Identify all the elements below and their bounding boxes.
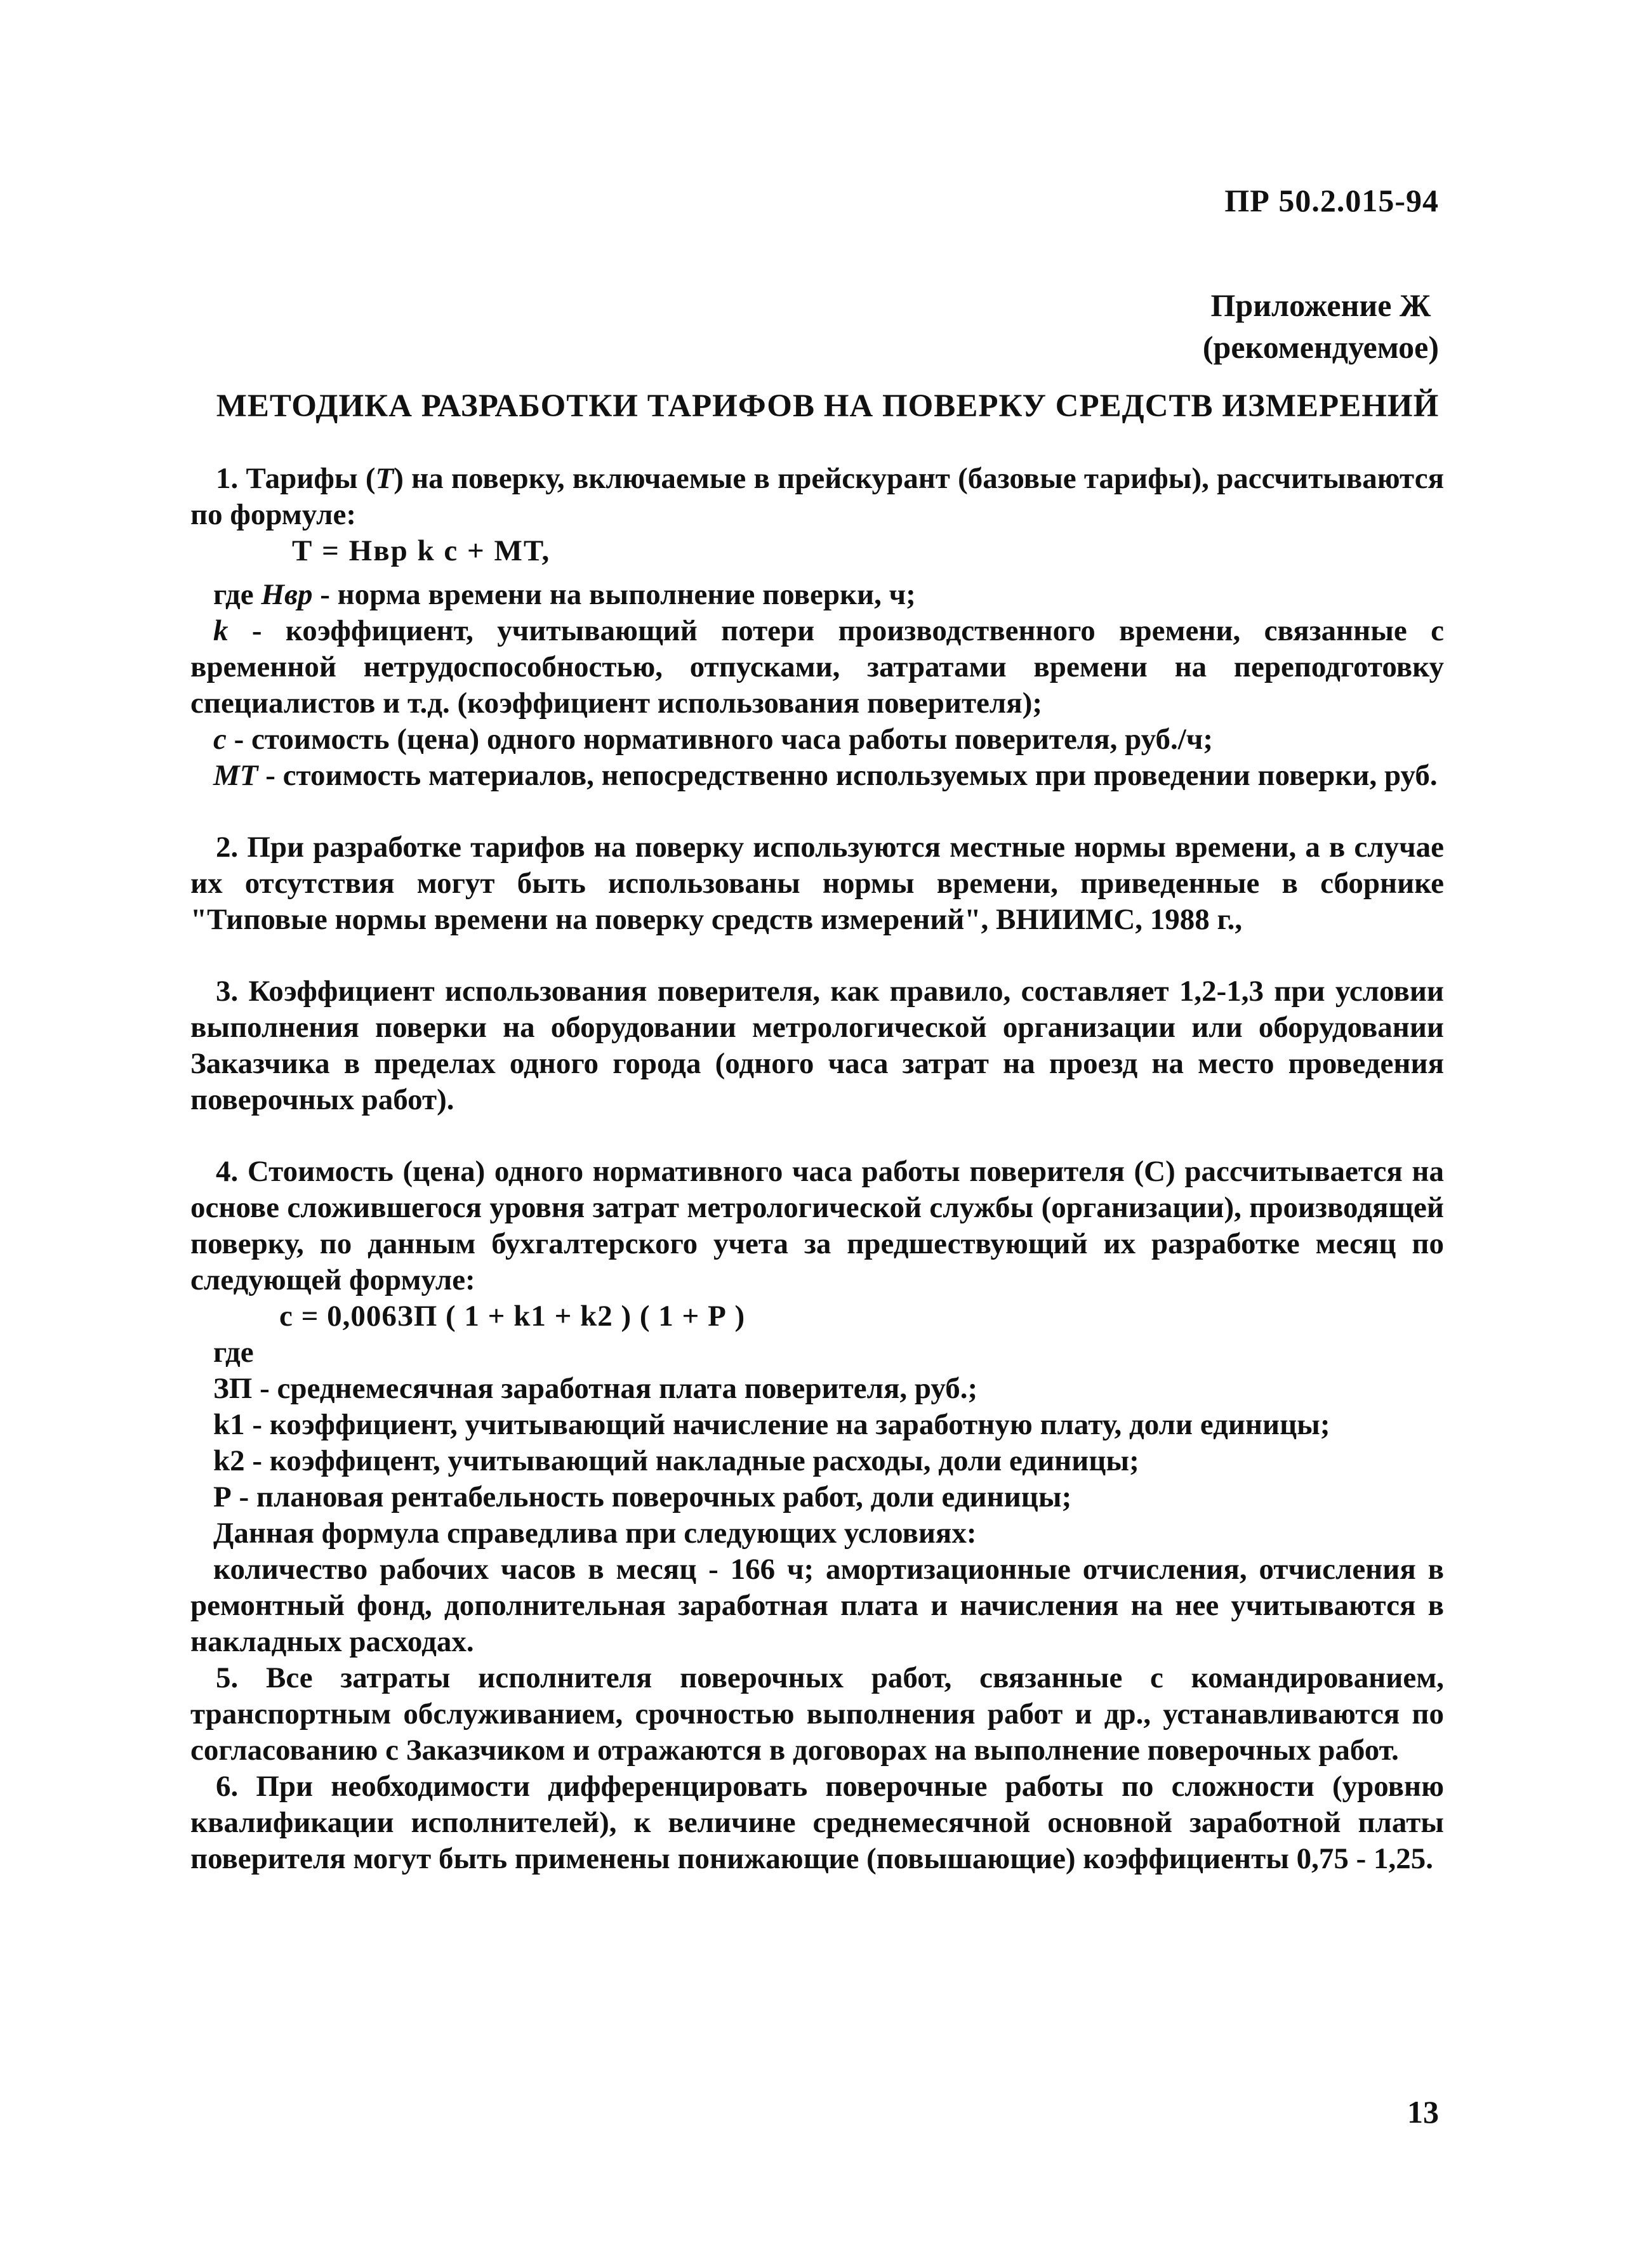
annex-block — [1203, 284, 1439, 368]
definition-p: Р - плановая рентабельность поверочных работ, доли единицы; — [213, 1480, 1072, 1513]
definition-2-variable: k — [213, 614, 228, 647]
paragraph-3: 3. Коэффициент использования поверителя, как правило, составляет 1,2-1,3 при условии выполнения поверки на оборудовании метрологической организации или оборудовании Заказчика в пределах одного города (одного часа затрат на проезд на место проведения поверочных работ). — [190, 975, 1444, 1116]
definition-3-variable: с — [213, 723, 227, 756]
paragraph-4: 4. Стоимость (цена) одного нормативного часа работы поверителя (С) рассчитывается на основе сложившегося уровня затрат метрологической службы (организации), производящей поверку, по данным бухгалтерского учета за предшествующий их разработке месяц по следующей формуле: — [190, 1155, 1444, 1296]
conditions-text: количество рабочих часов в месяц - 166 ч; амортизационные отчисления, отчисления в ремонтный фонд, дополнительная заработная плата и начисления на нее учитываются в накладных расходах. — [190, 1553, 1444, 1658]
conditions-intro: Данная формула справедлива при следующих условиях: — [213, 1517, 977, 1550]
definition-4-text: - стоимость материалов, непосредственно используемых при проведении поверки, руб. — [258, 759, 1438, 792]
definition-k1: k1 - коэффициент, учитывающий начисление на заработную плату, доли единицы; — [213, 1408, 1330, 1441]
definition-3 — [190, 722, 1444, 758]
cost-formula: с = 0,006ЗП ( 1 + k1 + k2 ) ( 1 + Р ) — [279, 1300, 746, 1333]
paragraph-2: 2. При разработке тарифов на поверку используются местные нормы времени, а в случае их отсутствия могут быть использованы нормы времени, приведенные в сборнике "Типовые нормы времени на поверку средств измерений", ВНИИМС, 1988 г., — [190, 831, 1444, 936]
definition-2 — [190, 613, 1444, 722]
definition-2-text: - коэффициент, учитывающий потери производственного времени, связанные с временной нетрудоспособностью, отпусками, затратами времени на переподготовку специалистов и т.д. (коэффициент использования поверителя); — [190, 614, 1444, 720]
definition-1-text: - норма времени на выполнение поверки, ч; — [312, 578, 916, 611]
paragraph-1-text-b: ) на поверку, включаемые в прейскурант (базовые тарифы), рассчитываются по формуле: — [190, 462, 1444, 531]
document-code: ПР 50.2.015-94 — [1224, 183, 1439, 218]
definition-1 — [190, 577, 1444, 613]
tariff-variable: Т — [375, 462, 394, 495]
where-label-2: где — [213, 1336, 254, 1369]
annex-label: Приложение Ж — [1210, 287, 1431, 323]
definition-1-variable: Нвр — [261, 578, 313, 611]
paragraph-1 — [190, 461, 1444, 533]
tariff-formula: Т = Нвр k c + МТ, — [292, 534, 551, 567]
definition-3-text: - стоимость (цена) одного нормативного часа работы поверителя, руб./ч; — [226, 723, 1214, 756]
definition-zp: ЗП - среднемесячная заработная плата поверителя, руб.; — [213, 1372, 978, 1405]
page-number: 13 — [1407, 2094, 1439, 2130]
where-label: где — [213, 578, 262, 611]
definition-4 — [190, 758, 1444, 794]
paragraph-6: 6. При необходимости дифференцировать поверочные работы по сложности (уровню квалификации исполнителей), к величине среднемесячной основной заработной платы поверителя могут быть применены понижающие (повышающие) коэффициенты 0,75 - 1,25. — [190, 1770, 1444, 1875]
paragraph-5: 5. Все затраты исполнителя поверочных работ, связанные с командированием, транспортным обслуживанием, срочностью выполнения работ и др., устанавливаются по согласованию с Заказчиком и отражаются в договорах на выполнение поверочных работ. — [190, 1661, 1444, 1767]
paragraph-1-text-a: 1. Тарифы ( — [216, 462, 376, 495]
document-body — [190, 461, 1444, 1877]
definition-k2: k2 - коэффицент, учитывающий накладные расходы, доли единицы; — [213, 1444, 1139, 1477]
annex-status: (рекомендуемое) — [1202, 329, 1439, 365]
document-title: МЕТОДИКА РАЗРАБОТКИ ТАРИФОВ НА ПОВЕРКУ СРЕДСТВ ИЗМЕРЕНИЙ — [216, 388, 1440, 424]
definition-4-variable: МТ — [213, 759, 258, 792]
